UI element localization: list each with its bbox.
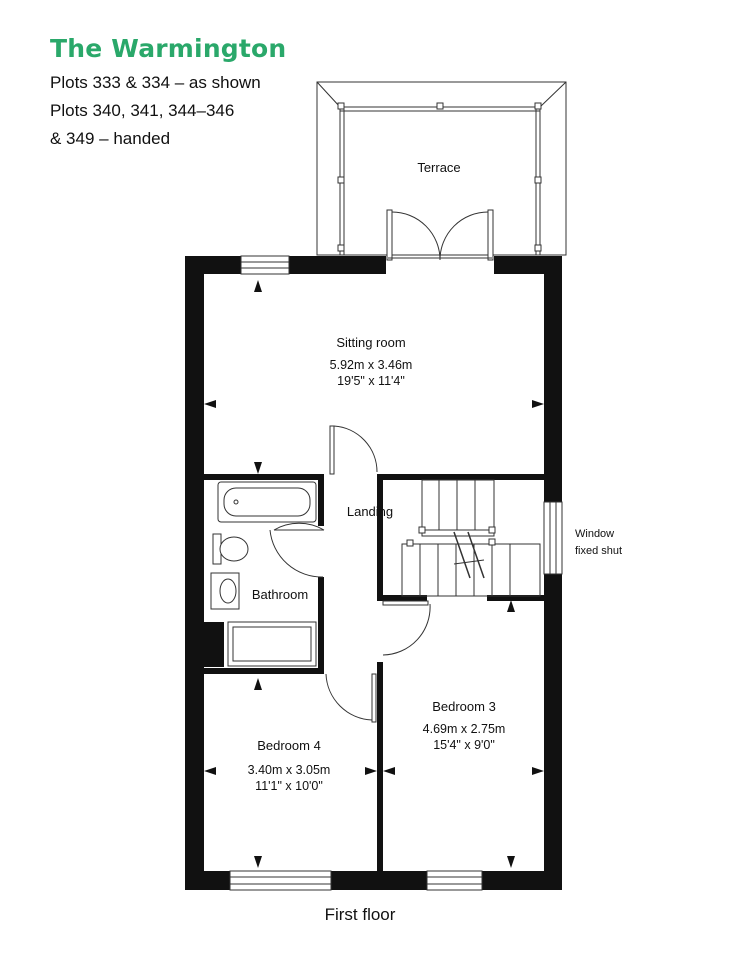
external-walls — [185, 256, 562, 890]
plots-line-2: Plots 340, 341, 344–346 — [50, 101, 235, 120]
sitting-room-imperial: 19'5" x 11'4" — [337, 374, 405, 388]
floor-label: First floor — [324, 905, 396, 924]
landing-label: Landing — [346, 504, 394, 519]
sitting-room-name: Sitting room — [336, 335, 406, 350]
internal-doors — [270, 426, 430, 722]
plots-line-1: Plots 333 & 334 – as shown — [50, 73, 261, 92]
bedroom-4-imperial: 11'1" x 10'0" — [255, 779, 323, 793]
internal-walls — [204, 474, 544, 871]
development-title: The Warmington — [50, 34, 287, 63]
bedroom-3-imperial: 15'4" x 9'0" — [433, 738, 495, 752]
bedroom-4-name: Bedroom 4 — [257, 738, 321, 753]
plots-line-3: & 349 – handed — [50, 129, 171, 148]
windows — [230, 256, 562, 890]
bedroom-3-name: Bedroom 3 — [432, 699, 496, 714]
bedroom-3-metric: 4.69m x 2.75m — [422, 722, 506, 736]
sitting-room-metric: 5.92m x 3.46m — [329, 358, 413, 372]
window-note-line-2: fixed shut — [575, 545, 623, 557]
window-note-line-1: Window — [575, 528, 615, 540]
bathroom-label: Bathroom — [251, 587, 309, 602]
bathroom-fixtures — [211, 482, 316, 666]
terrace-label: Terrace — [417, 160, 461, 175]
french-doors — [387, 210, 493, 260]
staircase — [402, 480, 540, 596]
bedroom-4-metric: 3.40m x 3.05m — [247, 763, 331, 777]
